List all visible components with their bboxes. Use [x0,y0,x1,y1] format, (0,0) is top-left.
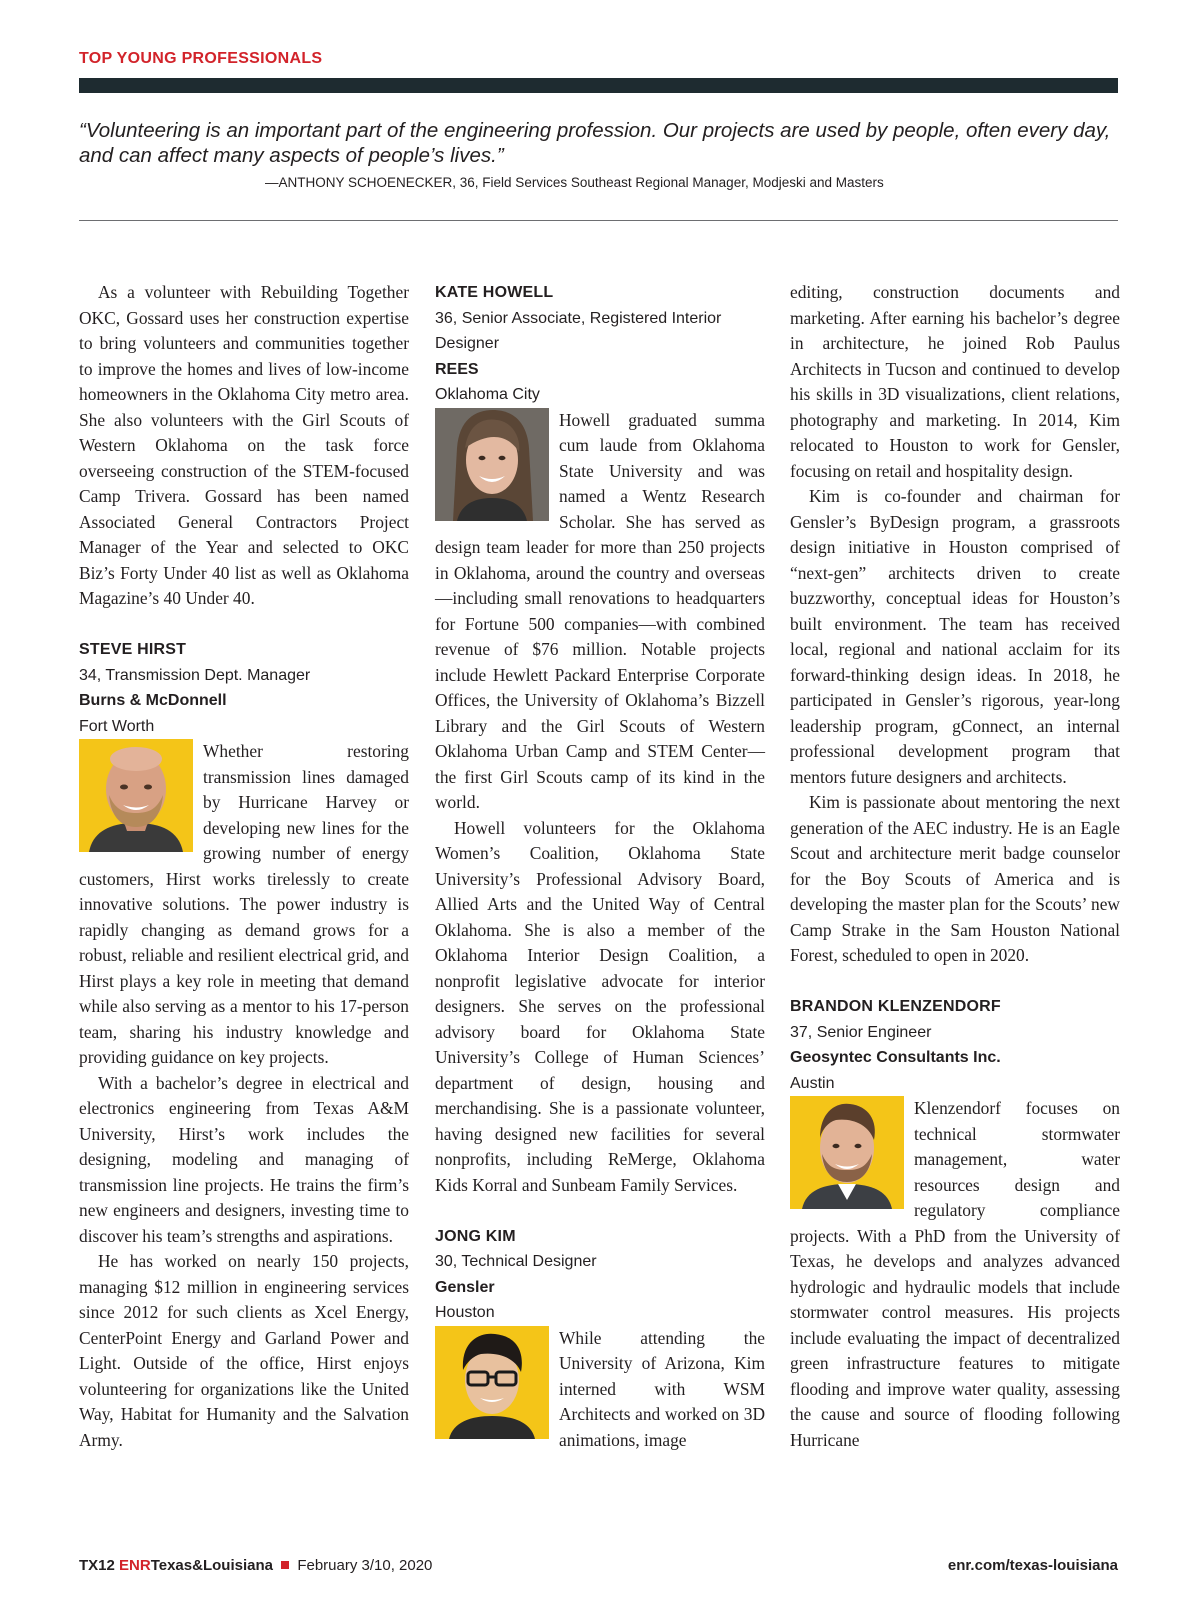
kim-paragraph-3: Kim is co-founder and chairman for Gensler’s ByDesign program, a grassroots design initiative in Houston comprised of “next-gen” architects driven to create buzzworthy, conceptual ideas for Houston’s built environment. The team has received local, regional and national acclaim for its forward-thinking design ideas. In 2018, he participated in Gensler’s rigorous, year-long leadership program, gConnect, an internal professional development program that mentors future designers and architects. [790,486,1120,787]
klenzendorf-paragraph-1: Klenzendorf focuses on technical stormwater management, water resources design and regulatory compliance projects. With a PhD from the University of Texas, he develops and analyzes advanced hydrologic and hydraulic models that include stormwater control measures. His projects include evaluating the impact of decentralized green infrastructure features to mitigate flooding and improve water quality, assessing the cause and source of flooding following Hurricane [790,1098,1120,1450]
edition-name: Texas&Louisiana [150,1557,273,1574]
profile-header-hirst [79,637,409,739]
profile-header-klenzendorf [790,994,1120,1096]
profile-company: Geosyntec Consultants Inc. [790,1049,1001,1066]
kim-paragraph-4: Kim is passionate about mentoring the next generation of the AEC industry. He is an Eagle Scout and architecture merit badge counselor for the Boy Scouts of America and is developing the master plan for the Scouts’ new Camp Strake in the Sam Houston National Forest, scheduled to open in 2020. [790,792,1120,965]
profile-name: JONG KIM [435,1227,516,1245]
profile-header-kim [435,1224,765,1326]
profile-title: 37, Senior Engineer [790,1023,932,1041]
separator-square-icon [281,1561,289,1569]
section-label: TOP YOUNG PROFESSIONALS [79,50,323,67]
top-bar [79,78,1118,93]
howell-paragraph-2: Howell volunteers for the Oklahoma Women’s Coalition, Oklahoma State University’s Professional Advisory Board, Allied Arts and the United Way of Central Oklahoma. She is also a member of the Oklahoma Interior Design Coalition, a nonprofit legislative advocate for interior designers. She serves on the professional advisory board for Oklahoma State University’s College of Human Sciences’ department of design, housing and merchandising. She is a passionate volunteer, having designed new facilities for several nonprofits, including ReMerge, Oklahoma Kids Korral and Sunbeam Family Services. [435,817,765,1195]
column-3 [790,280,1120,1453]
profile-city: Oklahoma City [435,386,540,403]
profile-header-howell [435,280,765,408]
portrait-klenzendorf [790,1096,904,1209]
pull-quote: “Volunteering is an important part of the engineering profession. Our projects are used by people, often every day, and can affect many aspects of people’s lives.” [79,119,1111,167]
profile-title: 34, Transmission Dept. Manager [79,666,311,684]
profile-company: REES [435,360,479,378]
gossard-paragraph: As a volunteer with Rebuilding Together OKC, Gossard uses her construction expertise to bring volunteers and communities together to improve the homes and lives of low-income homeowners in the Oklahoma City metro area. She also volunteers with the Girl Scouts of Western Oklahoma on the task force overseeing construction of the STEM-focused Camp Trivera. Gossard has been named Associated General Contractors Project Manager of the Year and selected to OKC Biz’s Forty Under 40 list as well as Oklahoma Magazine’s 40 Under 40. [79,282,409,608]
profile-title: 36, Senior Associate, Registered Interior Designer [435,309,722,352]
profile-title: 30, Technical Designer [435,1253,597,1270]
footer-url[interactable]: enr.com/texas-louisiana [947,1557,1118,1574]
profile-name: BRANDON KLENZENDORF [790,998,1001,1015]
profile-name: STEVE HIRST [79,641,187,658]
profile-company: Burns & McDonnell [79,692,227,709]
howell-paragraph-1: Howell graduated summa cum laude from Oklahoma State University and was named a Wentz Research Scholar. She has served as design team leader for more than 250 projects in Oklahoma, around the country and overseas—including small renovations to headquarters for Fortune 500 companies—with combined revenue of $76 million. Notable projects include Hewlett Packard Enterprise Corporate Offices, the University of Oklahoma’s Bizzell Library and the Girl Scouts of Western Oklahoma Urban Camp and STEM Center—the first Girl Scouts camp of its kind in the world. [435,409,765,812]
page-folio: TX12 [79,1557,115,1574]
brand-logo: ENR [119,1557,151,1574]
portrait-hirst [79,739,193,852]
issue-date: February 3/10, 2020 [297,1557,433,1574]
portrait-howell [435,408,549,521]
profile-city: Houston [435,1304,495,1321]
column-1 [79,280,409,1453]
column-2 [435,280,765,1453]
profile-company: Gensler [435,1278,495,1296]
quote-attribution: —ANTHONY SCHOENECKER, 36, Field Services Southeast Regional Manager, Modjeski and Masters [265,175,884,190]
portrait-kim [435,1326,549,1439]
kim-paragraph-2: editing, construction documents and marketing. After earning his bachelor’s degree in architecture, he joined Rob Paulus Architects in Tucson and continued to develop his skills in 3D visualizations, client relations, photography and marketing. In 2014, Kim relocated to Houston to work for Gensler, focusing on retail and hospitality design. [790,282,1120,481]
hirst-paragraph-3: He has worked on nearly 150 projects, managing $12 million in engineering services since 2012 for such clients as Xcel Energy, CenterPoint Energy and Garland Power and Light. Outside of the office, Hirst enjoys volunteering for organizations like the United Way, Habitat for Humanity and the Salvation Army. [79,1251,409,1450]
profile-city: Fort Worth [79,717,155,735]
profile-name: KATE HOWELL [435,284,554,301]
footer-left [79,1557,432,1574]
hirst-paragraph-1: Whether restoring transmission lines damaged by Hurricane Harvey or developing new lines for the growing number of energy customers, Hirst works tirelessly to create innovative solutions. The power industry is rapidly changing as demand grows for a robust, reliable and resilient electrical grid, and Hirst plays a key role in meeting that demand while also serving as a mentor to his 17-person team, sharing his industry knowledge and providing guidance on key projects. [79,741,409,1067]
kim-paragraph-1: While attending the University of Arizona, Kim interned with WSM Architects and worked on 3D animations, image [559,1327,765,1450]
divider-rule [79,220,1118,221]
hirst-paragraph-2: With a bachelor’s degree in electrical and electronics engineering from Texas A&M University, Hirst’s work includes the designing, modeling and managing of transmission line projects. He trains the firm’s new engineers and designers, investing time to discover his team’s strengths and aspirations. [79,1072,409,1246]
profile-city: Austin [790,1074,835,1092]
